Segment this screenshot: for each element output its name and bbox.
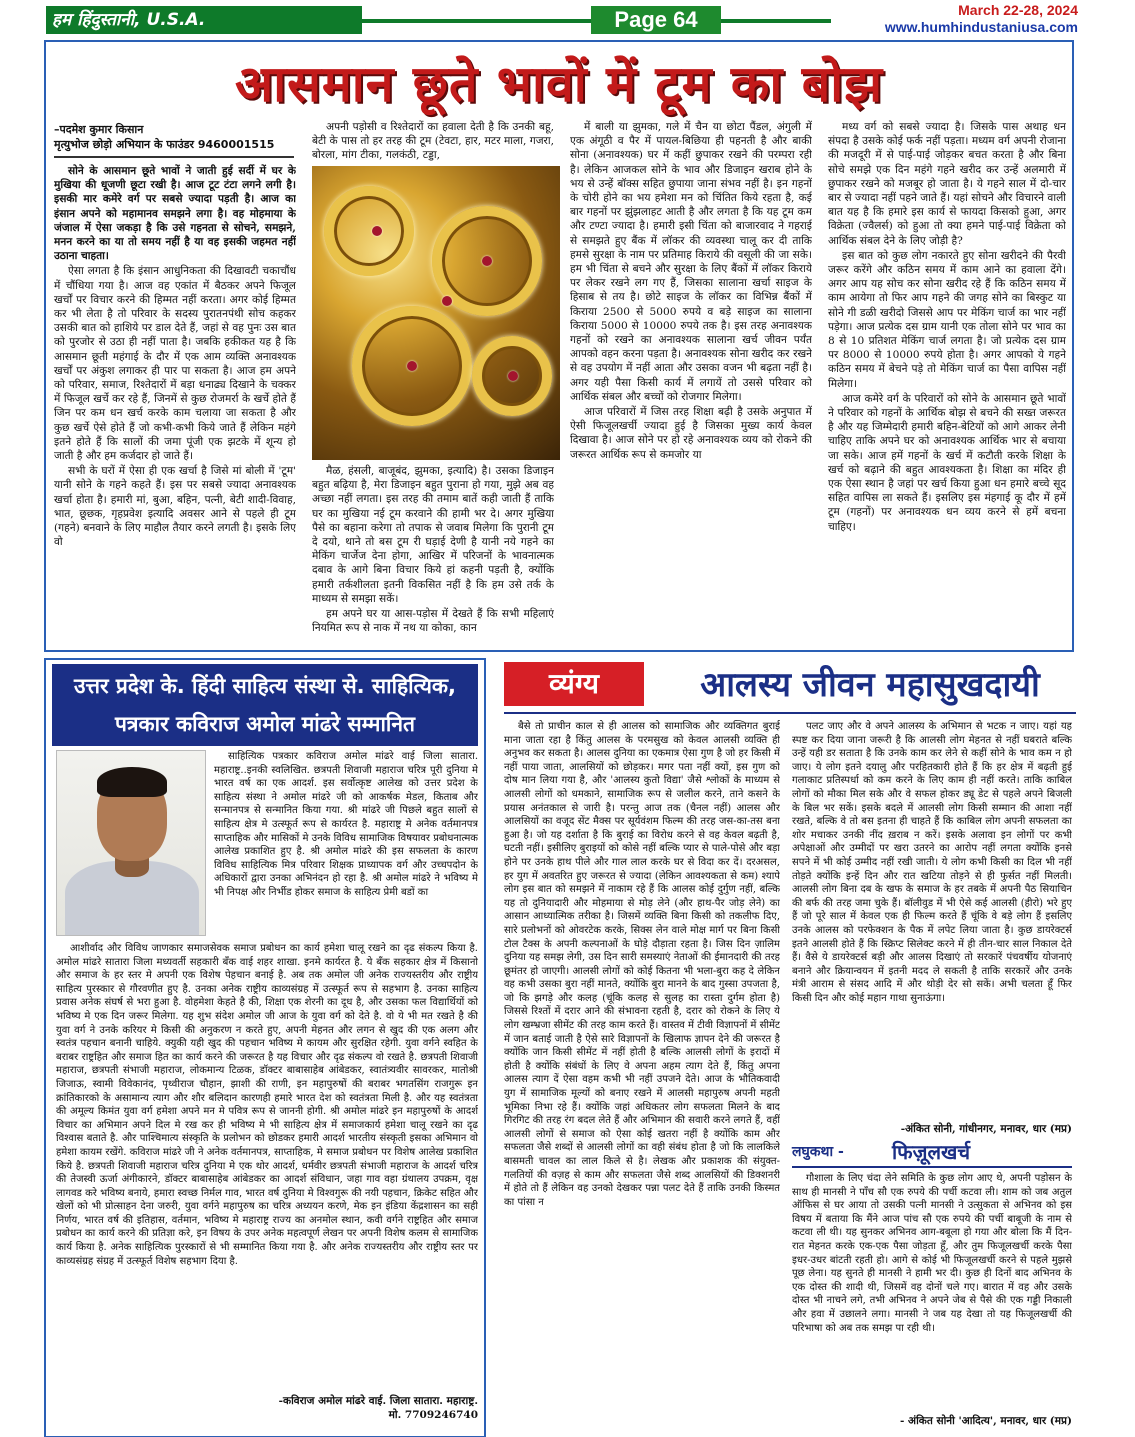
paragraph: अपनी पड़ोसी व रिश्तेदारों का हवाला देती है कि उनकी बहू, बेटी के पास तो हर तरह की टूम (टेवटा, हार, मटर माला, गजरा, बोरला, मांग टीका, गलकंठी, टड्डा, <box>312 121 554 162</box>
paragraph: सभी के घरों में ऐसा ही एक खर्चा है जिसे मां बोली में 'टूम' यानी सोने के गहने कहते हैं। इस पर सबसे ज्यादा अनावश्यक खर्चा होता है। हमारी मां, बुआ, बहिन, पत्नी, बेटी शादी-विवाह, भात, छूछक, गृहप्रवेश इत्यादि अवसर आने से पहले ही टूम (गहने) बनवाने के लिए माहौल तैयार करने लगती है। इसके लिए वो <box>54 465 296 549</box>
satire-headline: आलस्य जीवन महासुखदायी <box>700 665 1040 705</box>
phone-number: मो. 7709246740 <box>388 1409 478 1421</box>
short-story-text <box>792 1172 1072 1410</box>
satire-tag: व्यंग्य <box>504 662 644 706</box>
award-article <box>44 658 486 1437</box>
gem-shape <box>442 296 452 306</box>
article-column-2 <box>312 464 554 650</box>
paragraph: में बाली या झुमका, गले में चैन या छोटा पैंडल, अंगुली में एक अंगूठी व पैर में पायल-बिछिया ही पहनती है और बाकी सोना (अनावश्यक) घर में कहीं छुपाकर रखने की परम्परा रही है। लेकिन आजकल सोने के भाव और डिजाइन खराब होने के भय से उन्हें बॉक्स सहित छुपाया जाना संभव नहीं है। इन गहनों के चोरी होने का भय हमेशा मन को चिंतित किये रहता है, कई बार गहनों पर झुंझलाहट आती है और लगता है कि यह टूम कम और टण्टा ज्यादा है। हमारी इसी चिंता को बाजारवाद ने गहराई से समझते हुए बैंक में लॉकर की व्यवस्था चालू कर दी ताकि हमसे सुरक्षा के नाम पर प्रतिमाह किराये की वसूली की जा सके। हम भी चिंता से बचने और सुरक्षा के लिए बैंकों में लॉकर किराये पर लेकर रखने लग गए हैं, जिसका सालाना खर्चा साइज के हिसाब से तय है। छोटे साइज के लॉकर का विभिन्न बैंकों में किराया 2500 से 5000 रुपये व बड़े साइज का सालाना किराया 5000 से 10000 रुपये तक है। इस तरह अनावश्यक गहनों को रखने का अनावश्यक सालाना खर्च जीवन पर्यंत आपको वहन करना पड़ता है। अनावश्यक सोना खरीद कर रखने से वह उपयोग में नहीं आता और उसका वजन भी बढ़ता नहीं है। अगर यही पैसा किसी कार्य में लगायें तो उससे परिवार को आर्थिक संबल और बच्चों को रोजगार मिलेगा। <box>570 121 812 403</box>
satire-column-2 <box>792 720 1072 1120</box>
paragraph: आशीर्वाद और विविध जाणकार समाजसेवक समाज प्रबोधन का कार्य हमेशा चालू रखने का दृढ संकल्प किया है. अमोल मांढरे सातारा जिला मध्यवर्ती सहकारी बँक वाई शहर शाखा. इनमे कार्यरत है. ये बँक सहकार क्षेत्र में किसानो और समाज के हर स्तर मे अपनी एक विशेष पेहचान बनाई है. अब तक अमोल जी अनेक राज्यस्तरीय और राष्ट्रीय साहित्य पुरस्कार से गौरवणीत हुए है. उनका अनेक राष्ट्रीय काव्यसंग्रह में उत्स्फूर्त रूप से सहभाग है. उनका साहित्य प्रवास अनेक संघर्ष से भरा हुआ है. वोहमेशा केहते है की, शिक्षा एक शेरनी का दूध है, और उसका फल विद्यार्थियों को भविष्य मे एक दिन जरूर मिलेगा. यह शुभ संदेश अमोल जी आज के युवा वर्ग को देते है. वो ये भी मत रखते है की युवा वर्ग ने उनके करियर मे किसी की अनुकरण न करते हुए, अपनी मेहनत और लगन से खुद की एक अलग और स्वतंत्र पहचान बनानी चाहिये. क्युकी यही खुद की पहचान भविष्य मे कायम और सुरक्षित रहेगी. युवा वर्गने स्वहित के बराबर राष्ट्रहित और समाज हित का कार्य करने की जरूरत है यह विचार और दृढ संकल्प वो रखते है. छत्रपती शिवाजी महाराज, छत्रपती संभाजी महाराज, लोकमान्य टिळक, डॉक्टर बाबासाहेब आंबेडकर, स्वातंत्र्यवीर सावरकर, मातोश्री जिजाऊ, स्वामी विवेकानंद, पृथ्वीराज चौहान, झाशी की राणी, इन महापुरुषों की बराबर भगतसिंग राजगुरू इन क्रांतिकारको के असामान्य त्याग और शौर बलिदान कारणही हमारे भारत देश को स्वतंत्रता मिली है. और यह स्वतंत्रता की अमूल्य किमंत युवा वर्ग हमेशा अपने मन मे पवित्र रूप से जाननी होगी. श्री अमोल मांढरे इन महापुरुषों के आदर्श विचार का अभिमान अपने दिल मे रख कर ही भविष्य मे भी साहित्य क्षेत्र में समाजकार्य हमेशा चालू रखने का दृढ विश्वास बताते है. और पाश्चिमात्य संस्कृति के प्रलोभन को छोडकर हमारी आदर्श भारतीय संस्कृती इसका अभिमान वो हमेशा कायम रखेंगे. कविराज मांढरे जी ने अनेक वर्तमानपत्र, साप्ताहिक, मे समाज प्रबोधन पर विशेष आलेख प्रकाशित किये है. छत्रपती शिवाजी महाराज चरित्र दुनिया मे एक थोर आदर्श, धर्मवीर छत्रपती संभाजी महाराज के आदर्श चरित्र की तेजस्वी ऊर्जा अंगीकारने, डॉक्टर बाबासाहेब आंबेडकर का आदर्श संविधान, जहा गाव वहा ग्रंथालय उपक्रम, वृक्ष लागवड करे भविष्य बनाये, हमारा स्वच्छ निर्मल गाव, भारत वर्ष दुनिया मे विश्वगुरू की नयी पहचान, क्रिकेट सहित और खेलों को भी प्रोत्साहन देना जरुरी, युवा वर्गने महापुरुष का चरित्र अध्ययन करणे, मेक इन इंडिया केंद्रशासन का सही निर्णय, भारत वर्ष की इतिहास, वर्तमान, भविष्य मे महाराष्ट्र राज्य का अनमोल स्थान, कवी वर्गने राष्ट्रहित और समाज प्रबोधन का कार्य करने की प्रतिज्ञा करे, इन विषय के उपर अनेक महत्वपूर्ण लेखन पर अपनी विशेष कलम से सामाजिक कार्य किया है. अनेक साहित्यिक पुरस्कारों से भी सम्मानित किया गया है. और अनेक राज्यस्तरीय और राष्ट्रीय स्तर पर काव्यसंग्रह संग्रह में उत्स्फूर्त विशेष सहभाग दिया है. <box>56 943 478 1267</box>
satire-article <box>500 658 1080 1437</box>
masthead-rule-right <box>721 19 831 23</box>
gold-jewellery-photo <box>312 166 560 460</box>
satire-divider <box>504 712 1076 714</box>
satire-signature: -अंकित सोनी, गांधीनगर, मनावर, धार (मप्र) <box>900 1123 1072 1135</box>
masthead-rule <box>362 19 591 23</box>
top-article <box>44 40 1074 652</box>
gem-shape <box>508 371 518 381</box>
paragraph: मैळ, हंसली, बाजूबंद, झुमका, इत्यादि) है। उसका डिजाइन बहुत बढ़िया है, मेरा डिजाइन बहुत पुराना हो गया, मुझे अब वह अच्छा नहीं लगता। इस तरह की तमाम बातें कही जाती हैं ताकि घर का मुखिया नई टूम करवाने की हामी भर दे। अगर मुखिया पैसे का बहाना करेगा तो तपाक से जवाब मिलेगा कि पुरानी टूम दे दयो, थाने तो बस टूम री घड़ाई देणी है यानी नये गहने का मेकिंग चार्जेज देना होगा, आखिर में परिजनों के भावनात्मक दबाव के आगे बिना विचार किये हां कहनी पड़ती है, क्योंकि हमारी तर्कशीलता इतनी विकसित नहीं है कि हम उसे तर्क के माध्यम से समझा सकें। <box>312 465 554 605</box>
author-portrait <box>56 750 206 936</box>
award-headline-line-1: उत्तर प्रदेश के. हिंदी साहित्य संस्था से. साहित्यिक, <box>74 674 456 698</box>
author-title: मृत्युभोज छोड़ो अभियान के फाउंडर 9460001515 <box>54 138 275 151</box>
signature-text: -कविराज अमोल मांढरे वाई. जिला सातारा. महाराष्ट्र. <box>278 1395 478 1407</box>
author-name: –पदमेश कुमार किसान <box>54 123 144 136</box>
award-headline <box>52 664 478 746</box>
masthead <box>46 2 1078 35</box>
page-number: Page 64 <box>591 6 721 34</box>
paragraph: आज कमेरे वर्ग के परिवारों को सोने के आसमान छूते भावों ने परिवार को गहनों के आर्थिक बोझ से बचने की सख्त जरूरत है और यह जिम्मेदारी हमारी बहिन-बेटियों को आगे आकर लेनी चाहिए ताकि अपने घर को अनावश्यक आर्थिक भार से बचाया जा सके। आज हमें गहनों के खर्च में कटौती करके शिक्षा के खर्च को बढ़ाने की बहुत आवश्यकता है। शिक्षा का मंदिर ही एक ऐसा स्थान है जहां पर खर्च किया हुआ धन हमारे बच्चे सूद सहित वापिस ला सकते हैं। इसलिए इस मंहगाई कू दौर में हमें टूम (गहनों) पर अनावश्यक धन व्यय करने से हमें बचना चाहिए। <box>828 392 1066 533</box>
paragraph: साहित्यिक पत्रकार कविराज अमोल मांढरे वाई जिला सातारा. महाराष्ट्र..इनकी स्वलिखित. छत्रपती शिवाजी महाराज चरित्र पूरी दुनिया मे भारत वर्ष का एक आदर्श. इस सर्वोत्कृष्ट आलेख को उत्तर प्रदेश के साहित्य संस्था ने अमोल मांढरे जी को आकर्षक मेडल, किताब और सन्मानपत्र से सन्मानित किया गया. श्री मांढरे जी पिछले बहुत सालों से साहित्य क्षेत्र मे उत्स्फूर्त रूप से कार्यरत है. महाराष्ट्र मे अनेक वर्तमानपत्र साप्ताहिक और मासिकों मे उनके विविध सामाजिक विषयावर प्रबोधनात्मक आलेख प्रकाशित हुए है. श्री अमोल मांढरे की इस सफलता के कारण विविध साहित्यिक मित्र परिवार शिक्षक प्राध्यापक वर्ग और उच्चपदोन के अधिकारों द्वारा उनका अभिनंदन हो रहा है. श्री अमोल मांढरे ने भविष्य मे भी निपक्ष और निर्भीड होकर समाज के साहित्य प्रेमी बडों का <box>214 751 478 898</box>
satire-column-1 <box>504 720 780 1434</box>
short-story-divider <box>792 1166 1072 1168</box>
short-story-heading: फिज़ूलखर्च <box>892 1140 971 1164</box>
article-column-2-top <box>312 120 554 164</box>
byline-divider <box>54 156 294 158</box>
award-headline-line-2: पत्रकार कविराज अमोल मांढरे सम्मानित <box>115 712 415 736</box>
portrait-hair <box>97 767 167 797</box>
paragraph: आज परिवारों में जिस तरह शिक्षा बढ़ी है उसके अनुपात में ऐसी फिजूलखर्ची ज्यादा हुई है जिसका मुख्य कार्य केवल दिखावा है। आज सोने पर हो रहे अनावश्यक व्यय को रोकने की जरूरत आर्थिक रूप से कमजोर या <box>570 406 812 461</box>
paragraph: मध्य वर्ग को सबसे ज्यादा है। जिसके पास अथाह धन संपदा है उसके कोई फर्क नहीं पड़ता। मध्यम वर्ग अपनी रोजाना की मजदूरी में से पाई-पाई जोड़कर बचत करता है और बिना सोचे समझे एक दिन महंगे गहने खरीद कर उन्हें अलमारी में छुपाकर रखने को मजबूर हो जाता है। ये गहने साल में दो-चार बार से ज्यादा नहीं पहने जाते हैं। यहां सोचने और विचारने वाली बात यह है कि हमारे इस कार्य से फायदा किसको हुआ, अगर विक्रेता (ज्वैलर्स) को हुआ तो क्या हमने पाई-पाई विक्रेता को आर्थिक संबल देने के लिए जोड़ी है? <box>828 121 1066 247</box>
gem-shape <box>407 361 417 371</box>
paragraph: ऐसा लगता है कि इंसान आधुनिकता की दिखावटी चकाचौंध में चौंधिया गया है। आज वह एकांत में बैठकर अपने फिजूल खर्चों पर विचार करने की हिम्मत नहीं करता। अगर कोई हिम्मत कर भी लेता है तो परिवार के सदस्य पुरातनपंथी सोच कहकर उसकी बात को हाशिये पर डाल देते हैं, जहां से वह पुनः उस बात को पुरजोर से उठा ही नहीं पाता है। जबकि हकीकत यह है कि आसमान छूती महंगाई के दौर में एक आम व्यक्ति अनावश्यक खर्चों पर अंकुश लगाकर ही पार पा सकता है। आज हम अपने को परिवार, समाज, रिश्तेदारों में बड़ा धनाढ्य दिखाने के चक्कर में फिजूल खर्चे कर रहे हैं, जिनमें से कुछ रोजमर्रा के खर्चे होते हैं जिन पर कम धन खर्च करके काम चलाया जा सकता है और कुछ खर्चे ऐसे होते हैं जो कभी-कभी किये जाते हैं लेकिन महंगे इतने होते हैं कि सालों की जमा पूंजी एक झटके में शून्य हो जाती है और हम कर्जदार हो जाते हैं। <box>54 265 296 463</box>
article-column-1 <box>54 164 296 650</box>
gem-shape <box>372 226 382 236</box>
paragraph: पलट जाए और वे अपने आलस्य के अभिमान से भटक न जाए। यहां यह स्पष्ट कर दिया जाना जरूरी है कि आलसी लोग मेहनत से नहीं घबराते बल्कि उन्हें यही डर सताता है कि उनके काम कर लेने से कहीं सोने के भाव कम न हो जाए। ये लोग इतने दयालु और परहितकारी होते हैं कि हर क्षेत्र में बढ़ती हुई गलाकाट प्रतिस्पर्धा को कम करने के लिए काम ही नहीं करते। ताकि काबिल लोगों को मौका मिल सके और वे सफल होकर ड्यू डेट से पहले अपने बिजली के बिल भर सकें। इसके बदले में आलसी लोग किसी सम्मान की आशा नहीं रखते, बल्कि वे तो बस इतना ही चाहते हैं कि काबिल लोग अपनी सफलता का शोर मचाकर उनकी नींद ख़राब न करें। इसके अलावा इन लोगों पर कभी अपेक्षाओं और उम्मीदों पर खरा उतरने का आरोप नहीं लगता क्योंकि इनसे सपने में भी कोई उम्मीद नहीं रखी जाती। ये लोग कभी किसी का दिल भी नहीं तोड़ते क्योंकि इन्हें दिन और रात खटिया तोड़ने से ही फुर्सत नहीं मिलती। आलसी लोग बिना दब के खफ के समाज के हर तबके में अपनी पैठ सियाचिन की बर्फ की तरह जमा चुके हैं। बॉलीवुड में भी ऐसे कई आलसी (हीरो) भरे हुए हैं जो पूरे साल में केवल एक ही फिल्म करते हैं चूंकि वे बड़े लोग हैं इसलिए उनके आलस को परफेक्शन के पैक में लपेट लिया जाता है। कुछ डायरेक्टर्स इतने आलसी होते हैं कि स्क्रिप्ट सिलेक्ट करने में ही तीन-चार साल निकाल देते हैं। वैसे ये डायरेक्टर्स बड़ी और आलस दिखाएं तो सरकारें पंचवर्षीय योजनाएं बनाने और क्रियान्वयन में इतनी मदद ले सकती है ताकि सरकारें और उनके मंत्री आराम से संसद आदि में और थोड़ी देर सो सकें। अभी चलता हूँ फिर किसी दिन और कोई महान गाथा सुनाऊंगा। <box>792 721 1072 1004</box>
award-signature <box>206 1394 478 1422</box>
newspaper-title: हम हिंदुस्तानी, U.S.A. <box>46 6 362 34</box>
award-side-text <box>214 750 478 938</box>
short-story-label: लघुकथा - <box>792 1144 844 1160</box>
article-column-3 <box>570 120 812 650</box>
article-column-4 <box>828 120 1066 650</box>
paragraph: सोने के आसमान छूते भावों ने जाती हुई सर्दी में घर के मुखिया की धूजणी छूटा रखी है। आज टूट टंटा लगने लगी है। इसकी मार कमेरे वर्ग पर सबसे ज्यादा पड़ती है। आज का इंसान अपने को महामानव समझने लगा है। वह मोहमाया के जंजाल में ऐसा जकड़ा है कि उसे गहनता से सोचने, समझने, मनन करने का या तो समय नहीं है या वह इसकी जहमत नहीं उठाना चाहता। <box>54 165 296 263</box>
short-story-signature: - अंकित सोनी 'आदित्य', मनावर, धार (मप्र) <box>900 1415 1072 1427</box>
paragraph: हम अपने घर या आस-पड़ोस में देखते हैं कि सभी महिलाएं नियमित रूप से नाक में नथ या कोका, कान <box>312 608 554 635</box>
byline <box>54 122 294 152</box>
paragraph: गौशाला के लिए चंदा लेने समिति के कुछ लोग आए थे, अपनी पड़ोसन के साथ ही मानसी ने पाँच सौ एक रुपये की पर्ची कटवा ली। शाम को जब अतुल ऑफिस से घर आया तो उसकी पत्नी मानसी ने उत्सुकता से अभिनव को इस विषय में बताया कि मैंने आज पांच सौ एक रुपये की पर्ची बाबूजी के नाम से कटवा ली थी। यह सुनकर अभिनव आग-बबूला हो गया और बोला कि मैं दिन-रात मेहनत करके एक-एक पैसा जोड़ता हूँ, और तुम फिजूलखर्ची करके पैसा इधर-उधर बांटती रहती हो। आगे से कोई भी फिजूलखर्ची करने से पहले मुझसे पूछ लेना। यह सुनते ही मानसी ने हामी भर दी। कुछ ही दिनों बाद अभिनव के एक दोस्त की शादी थी, जिसमें वह दोनों चले गए। बारात में वह और उसके दोस्त भी नाचने लगे, तभी अभिनव ने अपने जेब से पैसे की एक गड्डी निकाली और हवा में उछालने लगा। मानसी ने जब यह देखा तो यह फिजूलखर्ची की परिभाषा को अब तक समझ पा रही थी। <box>792 1173 1072 1334</box>
website-link[interactable]: www.humhindustaniusa.com <box>884 19 1078 35</box>
article-headline: आसमान छूते भावों में टूम का बोझ <box>235 55 883 113</box>
short-story-title <box>792 1140 1072 1166</box>
award-body-text <box>56 942 478 1390</box>
paragraph: इस बात को कुछ लोग नकारते हुए सोना खरीदने की पैरवी जरूर करेंगे और कठिन समय में काम आने का हवाला देंगे। अगर आप यह सोच कर सोना खरीद रहे हैं कि कठिन समय में काम आयेगा तो फिर आप गहने की जगह सोने का बिस्कुट या सोने गी डळी खरीदो जिससे आप पर मेकिंग चार्ज का भार नहीं पड़ेगा। आज प्रत्येक दस ग्राम यानी एक तोला सोने पर भाव का 8 से 10 प्रतिशत मेकिंग चार्ज लगता है। जो प्रत्येक दस ग्राम पर 8000 से 10000 रुपये होता है। अगर आपको ये गहने कठिन समय में बेचने पड़े तो मेकिंग चार्ज का पैसा वापिस नहीं मिलेगा। <box>828 249 1066 390</box>
paragraph: बैसे तो प्राचीन काल से ही आलस को सामाजिक और व्यक्तिगत बुराई माना जाता रहा है किंतु आलस के परमसुख को केवल आलसी व्यक्ति ही अनुभव कर सकता है। आलस दुनिया का एकमात्र ऐसा गुण है जो हर किसी में नहीं पाया जाता, आलसियों को छोड़कर। मगर पता नहीं क्यों, इस गुण को दोष मान लिया गया है, और 'आलस्य कुतो विद्या' जैसे श्लोकों के माध्यम से आलसी लोगों को धमकाने, सामाजिक रूप से जलील करने, ताने कसने के प्रयास अनंतकाल से जारी है। परन्तु आज तक (चैनल नहीं) आलस और आलसियों का वजूद सेंट मैक्स पर सूर्यवंशम फिल्म की तरह जस-का-तस बना हुआ है। जो यह दर्शाता है कि बुराई का विरोध करने से वह केवल बढ़ती है, घटती नहीं। इसीलिए बुराइयों को कोसे नहीं बल्कि प्यार से पाले-पोसे और बड़ा होने पर उनके हाथ पीले और गाल लाल करके घर से विदा कर दें। दरअसल, हर युग में अवतरित हुए जरूरत से ज्यादा (लेकिन आवश्यकता से कम) श्यापे लोग इस बात को समझने में नाकाम रहे हैं कि आलस कोई दुर्गुण नहीं, बल्कि यह तो दुनियादारी और मोहमाया से मोड़ लेने (और हाथ-पैर जोड़ लेने) का आसान आध्यात्मिक तरीका है। जिसमें व्यक्ति बिना किसी को तकलीफ दिए, सारे प्रलोभनों को ओवरटेक करके, सिक्स लेन वाले मोक्ष मार्ग पर बिना किसी टोल टैक्स के अपनी कल्पनाओं के घोड़े दौड़ाता रहता है। जिस दिन ज़ालिम दुनिया यह समझ लेगी, उस दिन सारी समस्याएं नेताओं की ईमानदारी की तरह छूमंतर हो जाएगी। आलसी लोगों को कोई कितना भी भला-बुरा कह दे लेकिन वह कभी उसका बुरा नहीं मानते, क्योंकि बुरा मानने के बाद गुस्सा उपजता है, जो कि झगड़े और कलह (चूंकि कलह से सुलह का रास्ता दुर्गम होता है) जिससे रिश्तों में दरार आने की संभावना रहती है, दरार को रोकने के लिए ये लोग खम्भ्रजा सीमेंट की तरह काम करते हैं। वास्तव में टीवी विज्ञापनों में सीमेंट में जान बताई जाती है ऐसे सारे विज्ञापनों के खिलाफ ज्ञापन देने की जरूरत है क्योंकि जान किसी सीमेंट में नहीं होती है बल्कि आलसी लोगों के इरादों में होती है क्योंकि संबंधों के लिए वे अपना अहम त्याग देते हैं, किंतु अपना आलस त्याग दें ऐसा वहम कभी भी नहीं उपजने देते। आज के भौतिकवादी युग में सामाजिक मूल्यों को बनाए रखने में आलसी महापुरुष अपनी महती भूमिका निभा रहे हैं। क्योंकि जहां अधिकतर लोग सफलता मिलने के बाद गिरगिट की तरह रंग बदल लेते हैं और अभिमान की सवारी करने लगते हैं, वहीं आलसी लोगों से समाज को ऐसा कोई खतरा नहीं है क्योंकि काम और सफलता जैसे शब्दों से आलसी लोगों का वही संबंध होता है जो कि लालकिले बासमती चावल का लाल किले से है। लेखक और प्रकाशक की संयुक्त-गलतियों की वज़ह से काम और सफलता जैसे शब्द आलसियों की डिक्शनरी में होते तो हैं लेकिन वह उनको देखकर पन्ना पलट देते हैं ताकि उनकी किस्मत का पांसा न <box>504 721 780 1208</box>
bangle-shape <box>324 186 414 276</box>
issue-date: March 22-28, 2024 <box>958 2 1078 18</box>
gem-shape <box>482 256 492 266</box>
